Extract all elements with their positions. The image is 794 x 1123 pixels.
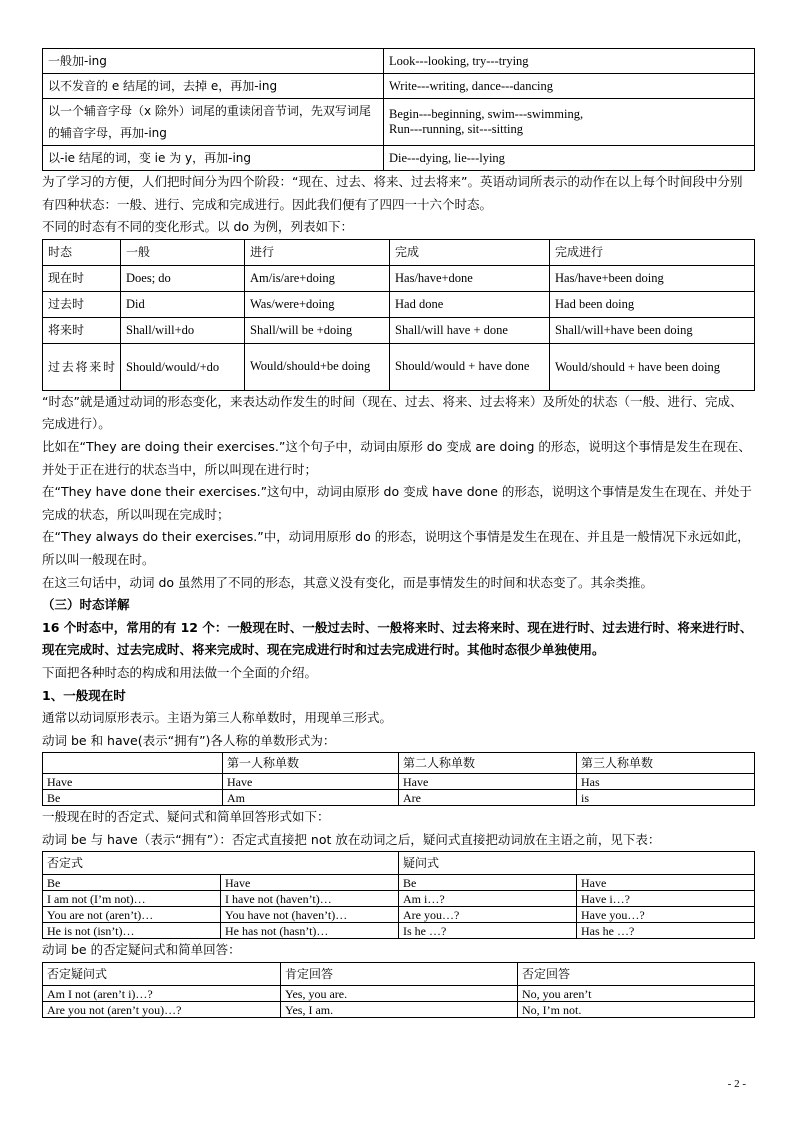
- header-cell: 疑问式: [399, 852, 755, 875]
- form-cell: Am/is/are+doing: [245, 265, 390, 291]
- example-line: Run---running, sit---sitting: [389, 122, 524, 136]
- header-cell: 一般: [121, 239, 245, 265]
- example-cell: Write---writing, dance---dancing: [384, 74, 755, 99]
- table-header-row: [43, 852, 755, 875]
- tense-cell: 过去时: [43, 291, 121, 317]
- cell: No, you aren’t: [518, 986, 755, 1002]
- cell: Have you…?: [577, 907, 755, 923]
- header-cell: [43, 753, 223, 774]
- table-row: [43, 774, 755, 790]
- paragraph: “时态”就是通过动词的形态变化，来表达动作发生的时间（现在、过去、将来、过去将来）及所处的状态（一般、进行、完成、完成进行）。: [42, 393, 743, 432]
- cell: Have i…?: [577, 891, 755, 907]
- negative-question-answers-table: [42, 962, 755, 1018]
- header-cell: 否定式: [43, 852, 399, 875]
- paragraph: 16 个时态中，常用的有 12 个：一般现在时、一般过去时、一般将来时、过去将来时、现在进行时、过去进行时、将来进行时、现在完成时、过去完成时、将来完成时、现在完成进行时和过去完成进行时。其他时态很少单独使用。: [42, 619, 753, 658]
- paragraph: 下面把各种时态的构成和用法做一个全面的介绍。: [42, 664, 318, 680]
- cell: I am not (I’m not)…: [43, 891, 221, 907]
- example-line: Begin---beginning, swim---swimming,: [389, 107, 584, 121]
- table-header-row: [43, 963, 755, 986]
- be-have-forms-table: [42, 752, 755, 806]
- paragraph: 比如在“They are doing their exercises.”这个句子中，动词由原形 do 变成 are doing 的形态，说明这个事情是发生在现在、并处于正在进行的状态当中，所以叫现在进行时；: [42, 438, 751, 477]
- paragraph: 为了学习的方便，人们把时间分为四个阶段：“现在、过去、将来、过去将来”。英语动词所表示的动作在以上每个时间段中分别有四种状态：一般、进行、完成和完成进行。因此我们便有了四四一十六个时态。: [42, 174, 743, 212]
- cell: Be: [43, 790, 223, 806]
- subheader-cell: Be: [399, 875, 577, 891]
- table-row: [43, 1002, 755, 1018]
- paragraph: 在这三句话中，动词 do 虽然用了不同的形态，其意义没有变化，而是事情发生的时间和状态变了。其余类推。: [42, 574, 654, 590]
- table-row: [43, 986, 755, 1002]
- table-row: [43, 317, 755, 343]
- table-row: [43, 291, 755, 317]
- document-page: [42, 48, 754, 1018]
- table-row: [43, 265, 755, 291]
- subheader-cell: Be: [43, 875, 221, 891]
- cell: Have: [223, 774, 399, 790]
- table-row: [43, 790, 755, 806]
- paragraph: 在“They always do their exercises.”中，动词用原形 do 的形态，说明这个事情是发生在现在、并且是一般情况下永远如此，所以叫一般现在时。: [42, 529, 750, 567]
- cell: Are: [399, 790, 577, 806]
- table-row: [43, 343, 755, 390]
- header-cell: 否定疑问式: [43, 963, 281, 986]
- section-heading: 1、一般现在时: [42, 687, 126, 703]
- cell: Am I not (aren’t i)…?: [43, 986, 281, 1002]
- rule-cell: 以-ie 结尾的词，变 ie 为 y，再加-ing: [43, 146, 384, 171]
- example-cell: [384, 99, 755, 146]
- form-cell: Has/have+done: [390, 265, 550, 291]
- cell: Are you…?: [399, 907, 577, 923]
- table-row: [43, 99, 755, 146]
- header-cell: 第二人称单数: [399, 753, 577, 774]
- cell: is: [577, 790, 755, 806]
- paragraph: 在“They have done their exercises.”这句中，动词由原形 do 变成 have done 的形态，说明这个事情是发生在现在、并处于完成的状态，所以叫现在完成时；: [42, 484, 752, 522]
- header-cell: 进行: [245, 239, 390, 265]
- form-cell: Had done: [390, 291, 550, 317]
- tense-forms-table: [42, 239, 755, 391]
- cell: Yes, I am.: [281, 1002, 518, 1018]
- negative-question-table: [42, 851, 755, 939]
- cell: Am i…?: [399, 891, 577, 907]
- cell: Is he …?: [399, 923, 577, 939]
- tense-cell: 过去将来时: [43, 343, 121, 390]
- form-cell: Has/have+been doing: [550, 265, 755, 291]
- form-cell: Had been doing: [550, 291, 755, 317]
- header-cell: 肯定回答: [281, 963, 518, 986]
- paragraph: 动词 be 的否定疑问式和简单回答：: [42, 942, 241, 958]
- form-cell: Shall/will have + done: [390, 317, 550, 343]
- form-cell: Did: [121, 291, 245, 317]
- paragraph: 动词 be 与 have（表示“拥有”）：否定式直接把 not 放在动词之后，疑问式直接把动词放在主语之前，见下表：: [42, 831, 661, 847]
- form-cell: Was/were+doing: [245, 291, 390, 317]
- table-row: [43, 891, 755, 907]
- rule-cell: 以不发音的 e 结尾的词，去掉 e，再加-ing: [43, 74, 384, 99]
- header-cell: 完成: [390, 239, 550, 265]
- form-cell: Shall/will be +doing: [245, 317, 390, 343]
- form-cell: Shall/will+do: [121, 317, 245, 343]
- rule-cell: 一般加-ing: [43, 49, 384, 74]
- ing-rules-table: [42, 48, 755, 171]
- subheader-cell: Have: [577, 875, 755, 891]
- cell: You are not (aren’t)…: [43, 907, 221, 923]
- cell: Have: [43, 774, 223, 790]
- table-row: [43, 74, 755, 99]
- form-cell: Does; do: [121, 265, 245, 291]
- table-row: [43, 49, 755, 74]
- tense-cell: 将来时: [43, 317, 121, 343]
- cell: You have not (haven’t)…: [221, 907, 399, 923]
- cell: Yes, you are.: [281, 986, 518, 1002]
- cell: Am: [223, 790, 399, 806]
- cell: He is not (isn’t)…: [43, 923, 221, 939]
- header-cell: 第三人称单数: [577, 753, 755, 774]
- cell: He has not (hasn’t)…: [221, 923, 399, 939]
- rule-cell: 以一个辅音字母（x 除外）词尾的重读闭音节词，先双写词尾的辅音字母，再加-ing: [43, 99, 384, 146]
- table-row: [43, 907, 755, 923]
- form-cell: Would/should + have been doing: [550, 343, 755, 390]
- header-cell: 完成进行: [550, 239, 755, 265]
- cell: I have not (haven’t)…: [221, 891, 399, 907]
- paragraph: 不同的时态有不同的变化形式。以 do 为例，列表如下：: [42, 219, 354, 235]
- cell: Has he …?: [577, 923, 755, 939]
- cell: Have: [399, 774, 577, 790]
- form-cell: Should/would/+do: [121, 343, 245, 390]
- form-cell: Would/should+be doing: [245, 343, 390, 390]
- cell: No, I’m not.: [518, 1002, 755, 1018]
- form-cell: Should/would + have done: [390, 343, 550, 390]
- table-header-row: [43, 753, 755, 774]
- cell: Has: [577, 774, 755, 790]
- paragraph: 动词 be 和 have(表示“拥有”)各人称的单数形式为：: [42, 732, 336, 748]
- table-header-row: [43, 239, 755, 265]
- paragraph: 通常以动词原形表示。主语为第三人称单数时，用现单三形式。: [42, 710, 393, 726]
- header-cell: 否定回答: [518, 963, 755, 986]
- header-cell: 时态: [43, 239, 121, 265]
- table-subheader-row: [43, 875, 755, 891]
- form-cell: Shall/will+have been doing: [550, 317, 755, 343]
- subheader-cell: Have: [221, 875, 399, 891]
- paragraph: 一般现在时的否定式、疑问式和简单回答形式如下：: [42, 809, 330, 825]
- tense-cell: 现在时: [43, 265, 121, 291]
- example-cell: Die---dying, lie---lying: [384, 146, 755, 171]
- page-number: - 2 -: [727, 1078, 746, 1090]
- table-row: [43, 923, 755, 939]
- section-heading: （三）时态详解: [42, 597, 130, 613]
- cell: Are you not (aren’t you)…?: [43, 1002, 281, 1018]
- header-cell: 第一人称单数: [223, 753, 399, 774]
- example-cell: Look---looking, try---trying: [384, 49, 755, 74]
- table-row: [43, 146, 755, 171]
